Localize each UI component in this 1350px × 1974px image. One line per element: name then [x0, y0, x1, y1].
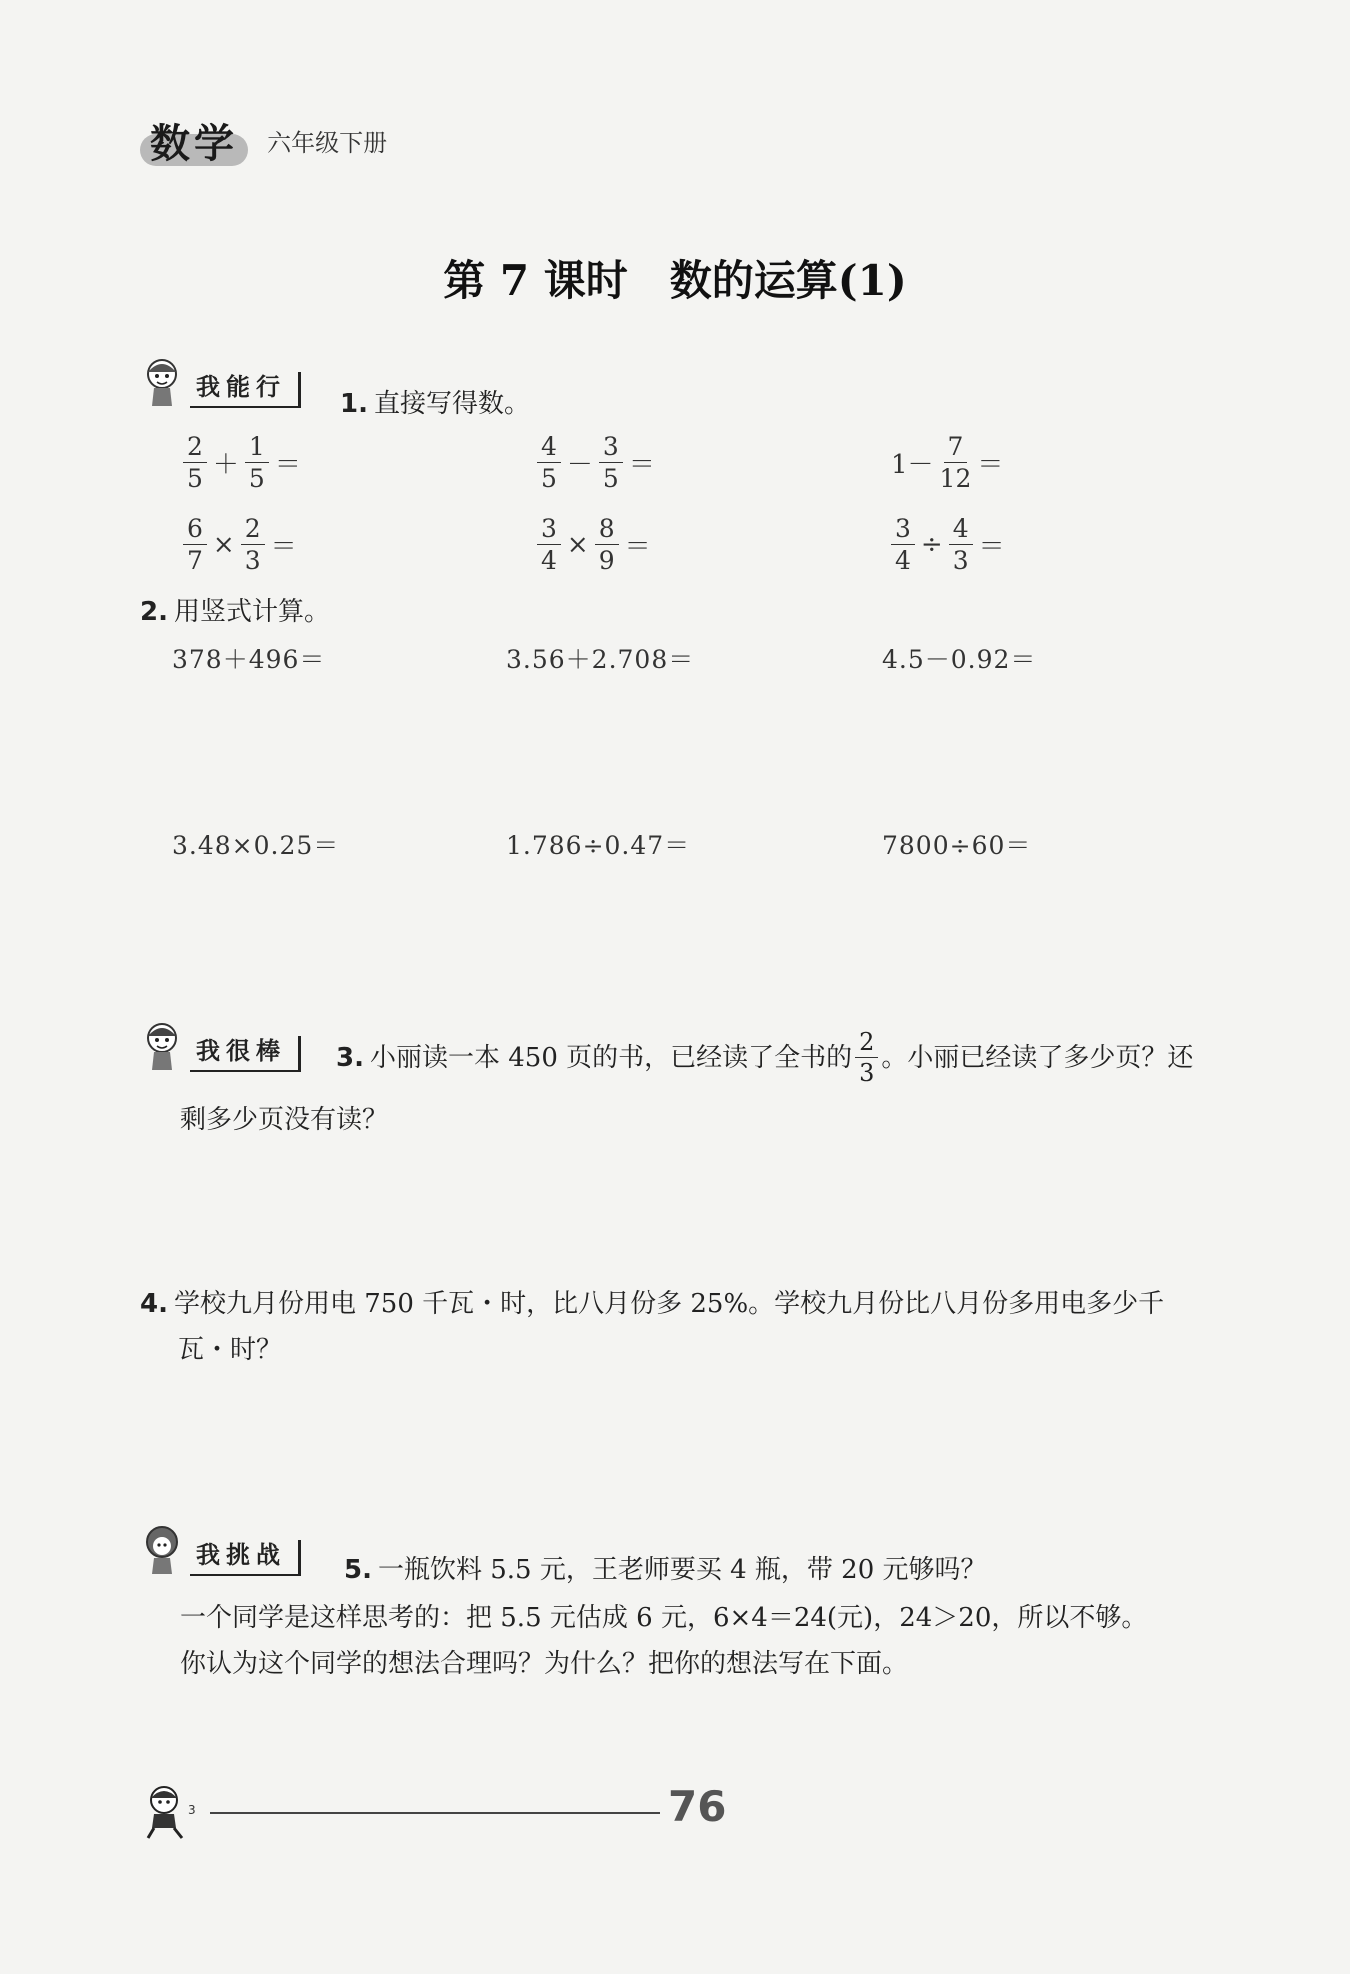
svg-text:3: 3	[188, 1803, 196, 1817]
q3-text-line2: 剩多少页没有读？	[180, 1105, 389, 1135]
q4-line1	[140, 1284, 1164, 1324]
q4-text: 学校九月份用电 750 千瓦・时，比八月份多 25%。学校九月份比八月份多用电多少千	[173, 1289, 1165, 1319]
subject-title: 数学	[140, 108, 248, 173]
q1-prompt	[340, 384, 530, 424]
section-badge-3	[140, 1524, 301, 1576]
section-label-1: 我能行	[190, 372, 301, 408]
grade-label: 六年级下册	[267, 129, 388, 157]
section-badge-2	[140, 1020, 301, 1072]
page-number: 76	[668, 1782, 727, 1831]
q5-line1	[344, 1550, 987, 1590]
girl-mascot-icon	[140, 1020, 188, 1072]
q2-item-4: 3.48×0.25＝	[172, 831, 340, 860]
q1-expr-2: $\frac{4}{5}$ － $\frac{3}{5}$ ＝	[534, 434, 658, 491]
q3-fraction: $\frac{2}{3}$	[855, 1030, 878, 1085]
q1-expr-1: $\frac{2}{5}$ ＋ $\frac{1}{5}$ ＝	[180, 434, 304, 491]
q3-number: 3.	[336, 1042, 364, 1073]
footer-rule	[210, 1812, 660, 1814]
q2-text: 用竖式计算。	[173, 597, 330, 627]
q2-item-5: 1.786÷0.47＝	[506, 831, 691, 860]
q2-item-6: 7800÷60＝	[882, 831, 1032, 860]
q3-prompt	[336, 1030, 1193, 1085]
q4-line2: 瓦・时？	[178, 1335, 283, 1365]
q5-text: 一瓶饮料 5.5 元，王老师要买 4 瓶，带 20 元够吗？	[377, 1555, 987, 1585]
q2-number: 2.	[140, 597, 168, 627]
lesson-title: 第 7 课时 数的运算(1)	[443, 256, 907, 305]
q4-number: 4.	[140, 1289, 168, 1319]
running-mascot-icon	[140, 1784, 204, 1840]
q1-number: 1.	[340, 389, 368, 419]
q2-item-3: 4.5－0.92＝	[882, 645, 1037, 674]
q3-text-before: 小丽读一本 450 页的书，已经读了全书的	[369, 1042, 853, 1073]
q5-line2: 一个同学是这样思考的：把 5.5 元估成 6 元，6×4＝24(元)，24＞20，所以不够。	[180, 1603, 1148, 1633]
q2-item-1: 378＋496＝	[172, 645, 326, 674]
q5-number: 5.	[344, 1555, 372, 1585]
q2-prompt	[140, 592, 330, 632]
girl-mascot-icon	[140, 1524, 188, 1576]
q1-expr-6: $\frac{3}{4}$ ÷ $\frac{4}{3}$ ＝	[888, 516, 1008, 573]
girl-mascot-icon	[140, 356, 188, 408]
q1-expr-3: 1－ $\frac{7}{12}$ ＝	[891, 432, 1004, 493]
q5-line3: 你认为这个同学的想法合理吗？为什么？把你的想法写在下面。	[180, 1649, 909, 1679]
book-header	[140, 108, 387, 168]
section-badge-1	[140, 356, 301, 408]
q1-text: 直接写得数。	[373, 389, 530, 419]
q2-item-2: 3.56＋2.708＝	[506, 645, 695, 674]
q1-expr-5: $\frac{3}{4}$ × $\frac{8}{9}$ ＝	[534, 516, 654, 573]
section-label-2: 我很棒	[190, 1036, 301, 1072]
q1-expr-4: $\frac{6}{7}$ × $\frac{2}{3}$ ＝	[180, 516, 300, 573]
section-label-3: 我挑战	[190, 1540, 301, 1576]
q3-text-after: 。小丽已经读了多少页？还	[881, 1042, 1194, 1073]
